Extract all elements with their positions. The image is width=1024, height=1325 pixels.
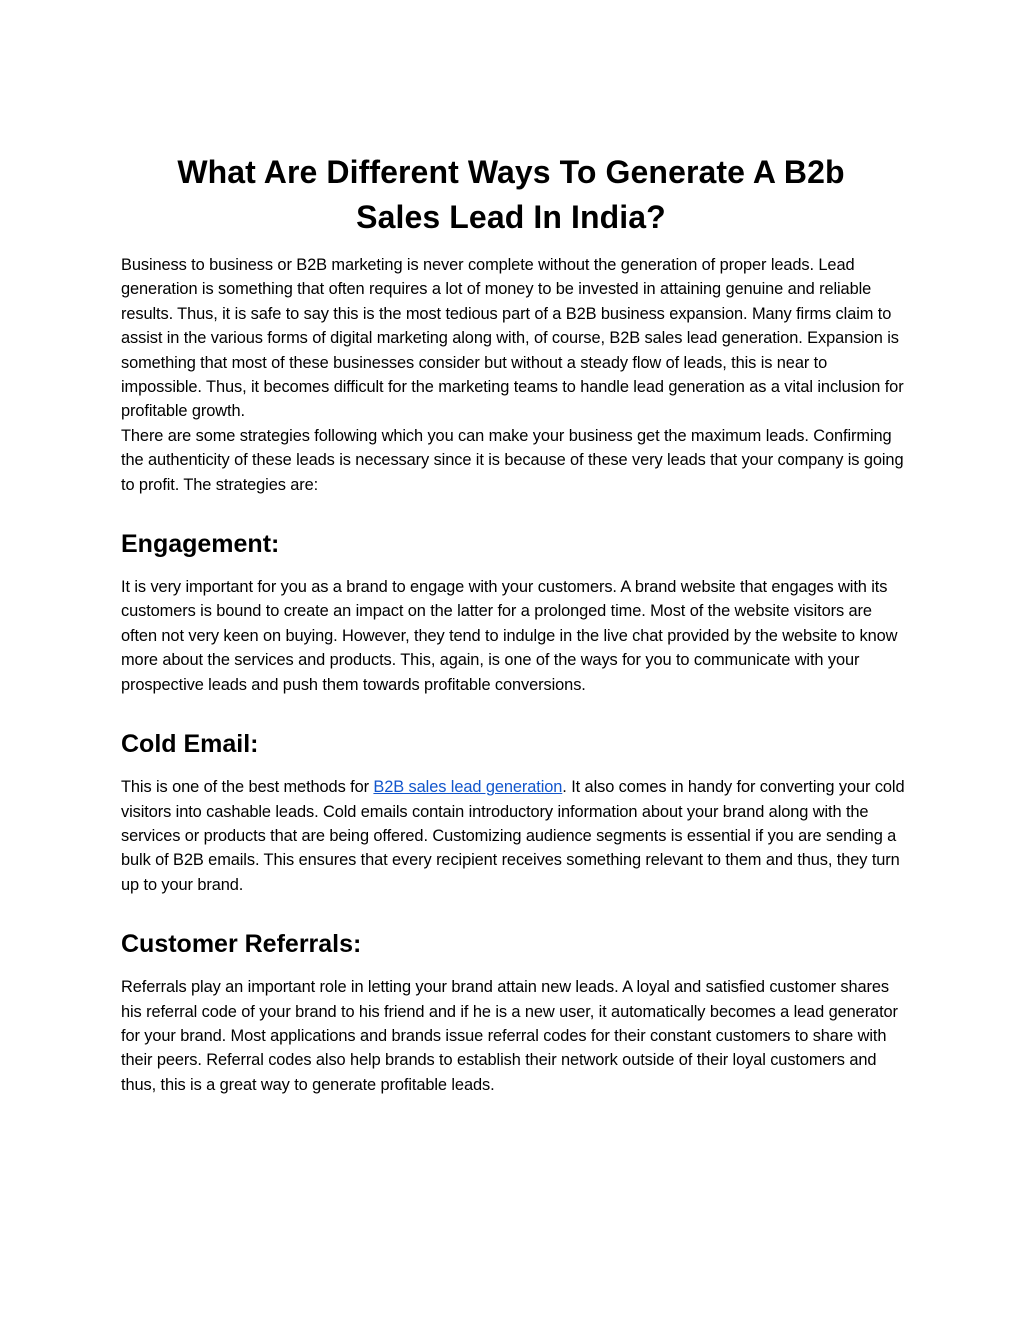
cold-email-text-after-link: . It also comes in handy for converting your cold visitors into cashable leads. Cold emails contain introductory information about your brand along with the services or products that are being offered. Customizing audience segments is essential if you are sending a bulk of B2B emails. This ensures that every recipient receives something relevant to them and thus, they turn up to your brand. xyxy=(121,778,905,894)
page-title: What Are Different Ways To Generate A B2b Sales Lead In India? xyxy=(177,154,845,235)
b2b-sales-lead-generation-link[interactable]: B2B sales lead generation xyxy=(373,778,563,797)
cold-email-paragraph xyxy=(121,775,911,897)
document-page xyxy=(121,150,911,1097)
engagement-paragraph: It is very important for you as a brand to engage with your customers. A brand website that engages with its customers is bound to create an impact on the latter for a prolonged time. Most of the website visitors are often not very keen on buying. However, they tend to indulge in the live chat provided by the website to know more about the services and products. This, again, is one of the ways for you to communicate with your prospective leads and push them towards profitable conversions. xyxy=(121,578,898,694)
customer-referrals-paragraph: Referrals play an important role in letting your brand attain new leads. A loyal and satisfied customer shares his referral code of your brand to his friend and if he is a new user, it automatically becomes a lead generator for your brand. Most applications and brands issue referral codes for their constant customers to share with their peers. Referral codes also help brands to establish their network outside of their loyal customers and thus, this is a great way to generate profitable leads. xyxy=(121,978,898,1094)
intro-paragraph-2: There are some strategies following which you can make your business get the maximum leads. Confirming the authenticity of these leads is necessary since it is because of these very leads that your company is going to profit. The strategies are: xyxy=(121,426,904,494)
intro-paragraph-1: Business to business or B2B marketing is never complete without the generation of proper leads. Lead generation is something that often requires a lot of money to be invested in attaining genuine and reliable results. Thus, it is safe to say this is the most tedious part of a B2B business expansion. Many firms claim to assist in the various forms of digital marketing along with, of course, B2B sales lead generation. Expansion is something that most of these businesses consider but without a steady flow of leads, this is near to impossible. Thus, it becomes difficult for the marketing teams to handle lead generation as a vital inclusion for profitable growth. xyxy=(121,256,904,421)
cold-email-heading: Cold Email: xyxy=(121,730,259,759)
customer-referrals-heading: Customer Referrals: xyxy=(121,930,362,959)
engagement-heading: Engagement: xyxy=(121,530,280,559)
cold-email-text-before-link: This is one of the best methods for xyxy=(121,778,374,797)
